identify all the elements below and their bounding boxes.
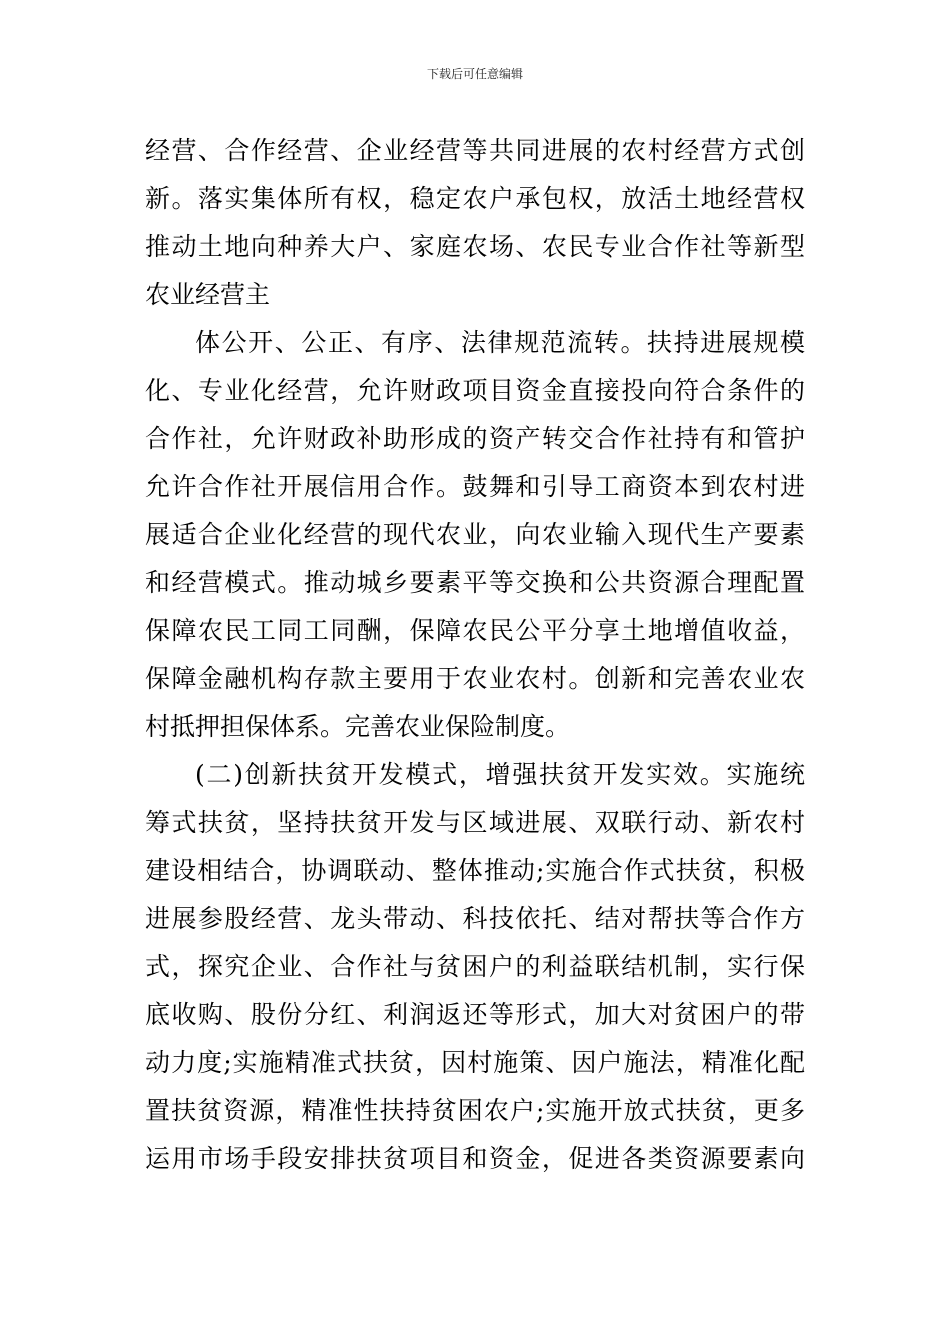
- text-line: 体公开、公正、有序、法律规范流转。扶持进展规模: [195, 328, 805, 357]
- text-line: 和经营模式。推动城乡要素平等交换和公共资源合理配置: [145, 568, 805, 597]
- text-line: 建设相结合，协调联动、整体推动;实施合作式扶贫，积极: [145, 856, 805, 885]
- text-line: 经营、合作经营、企业经营等共同进展的农村经营方式创: [145, 136, 805, 165]
- text-line: 保障农民工同工同酬，保障农民公平分享土地增值收益，: [145, 616, 805, 645]
- text-line: 动力度;实施精准式扶贫，因村施策、因户施法，精准化配: [145, 1048, 805, 1077]
- page-header: 下载后可任意编辑: [426, 67, 523, 81]
- document-body: [145, 127, 805, 1183]
- text-line: (二)创新扶贫开发模式，增强扶贫开发实效。实施统: [195, 760, 805, 789]
- text-line: 合作社，允许财政补助形成的资产转交合作社持有和管护: [145, 424, 805, 453]
- text-line: 化、专业化经营，允许财政项目资金直接投向符合条件的: [145, 376, 805, 405]
- text-line: 式，探究企业、合作社与贫困户的利益联结机制，实行保: [145, 952, 805, 981]
- text-line: 底收购、股份分红、利润返还等形式，加大对贫困户的带: [145, 1000, 805, 1029]
- text-line: 运用市场手段安排扶贫项目和资金，促进各类资源要素向: [145, 1144, 805, 1173]
- text-line: 村抵押担保体系。完善农业保险制度。: [145, 712, 571, 741]
- text-line: 允许合作社开展信用合作。鼓舞和引导工商资本到农村进: [145, 472, 805, 501]
- text-line: 置扶贫资源，精准性扶持贫困农户;实施开放式扶贫，更多: [145, 1096, 805, 1125]
- text-line: 展适合企业化经营的现代农业，向农业输入现代生产要素: [145, 520, 805, 549]
- text-line: 推动土地向种养大户、家庭农场、农民专业合作社等新型: [145, 232, 805, 261]
- text-line: 筹式扶贫，坚持扶贫开发与区域进展、双联行动、新农村: [145, 808, 805, 837]
- text-line: 进展参股经营、龙头带动、科技依托、结对帮扶等合作方: [145, 904, 805, 933]
- text-line: 农业经营主: [145, 280, 271, 309]
- text-line: 新。落实集体所有权，稳定农户承包权，放活土地经营权: [145, 184, 805, 213]
- text-line: 保障金融机构存款主要用于农业农村。创新和完善农业农: [145, 664, 805, 693]
